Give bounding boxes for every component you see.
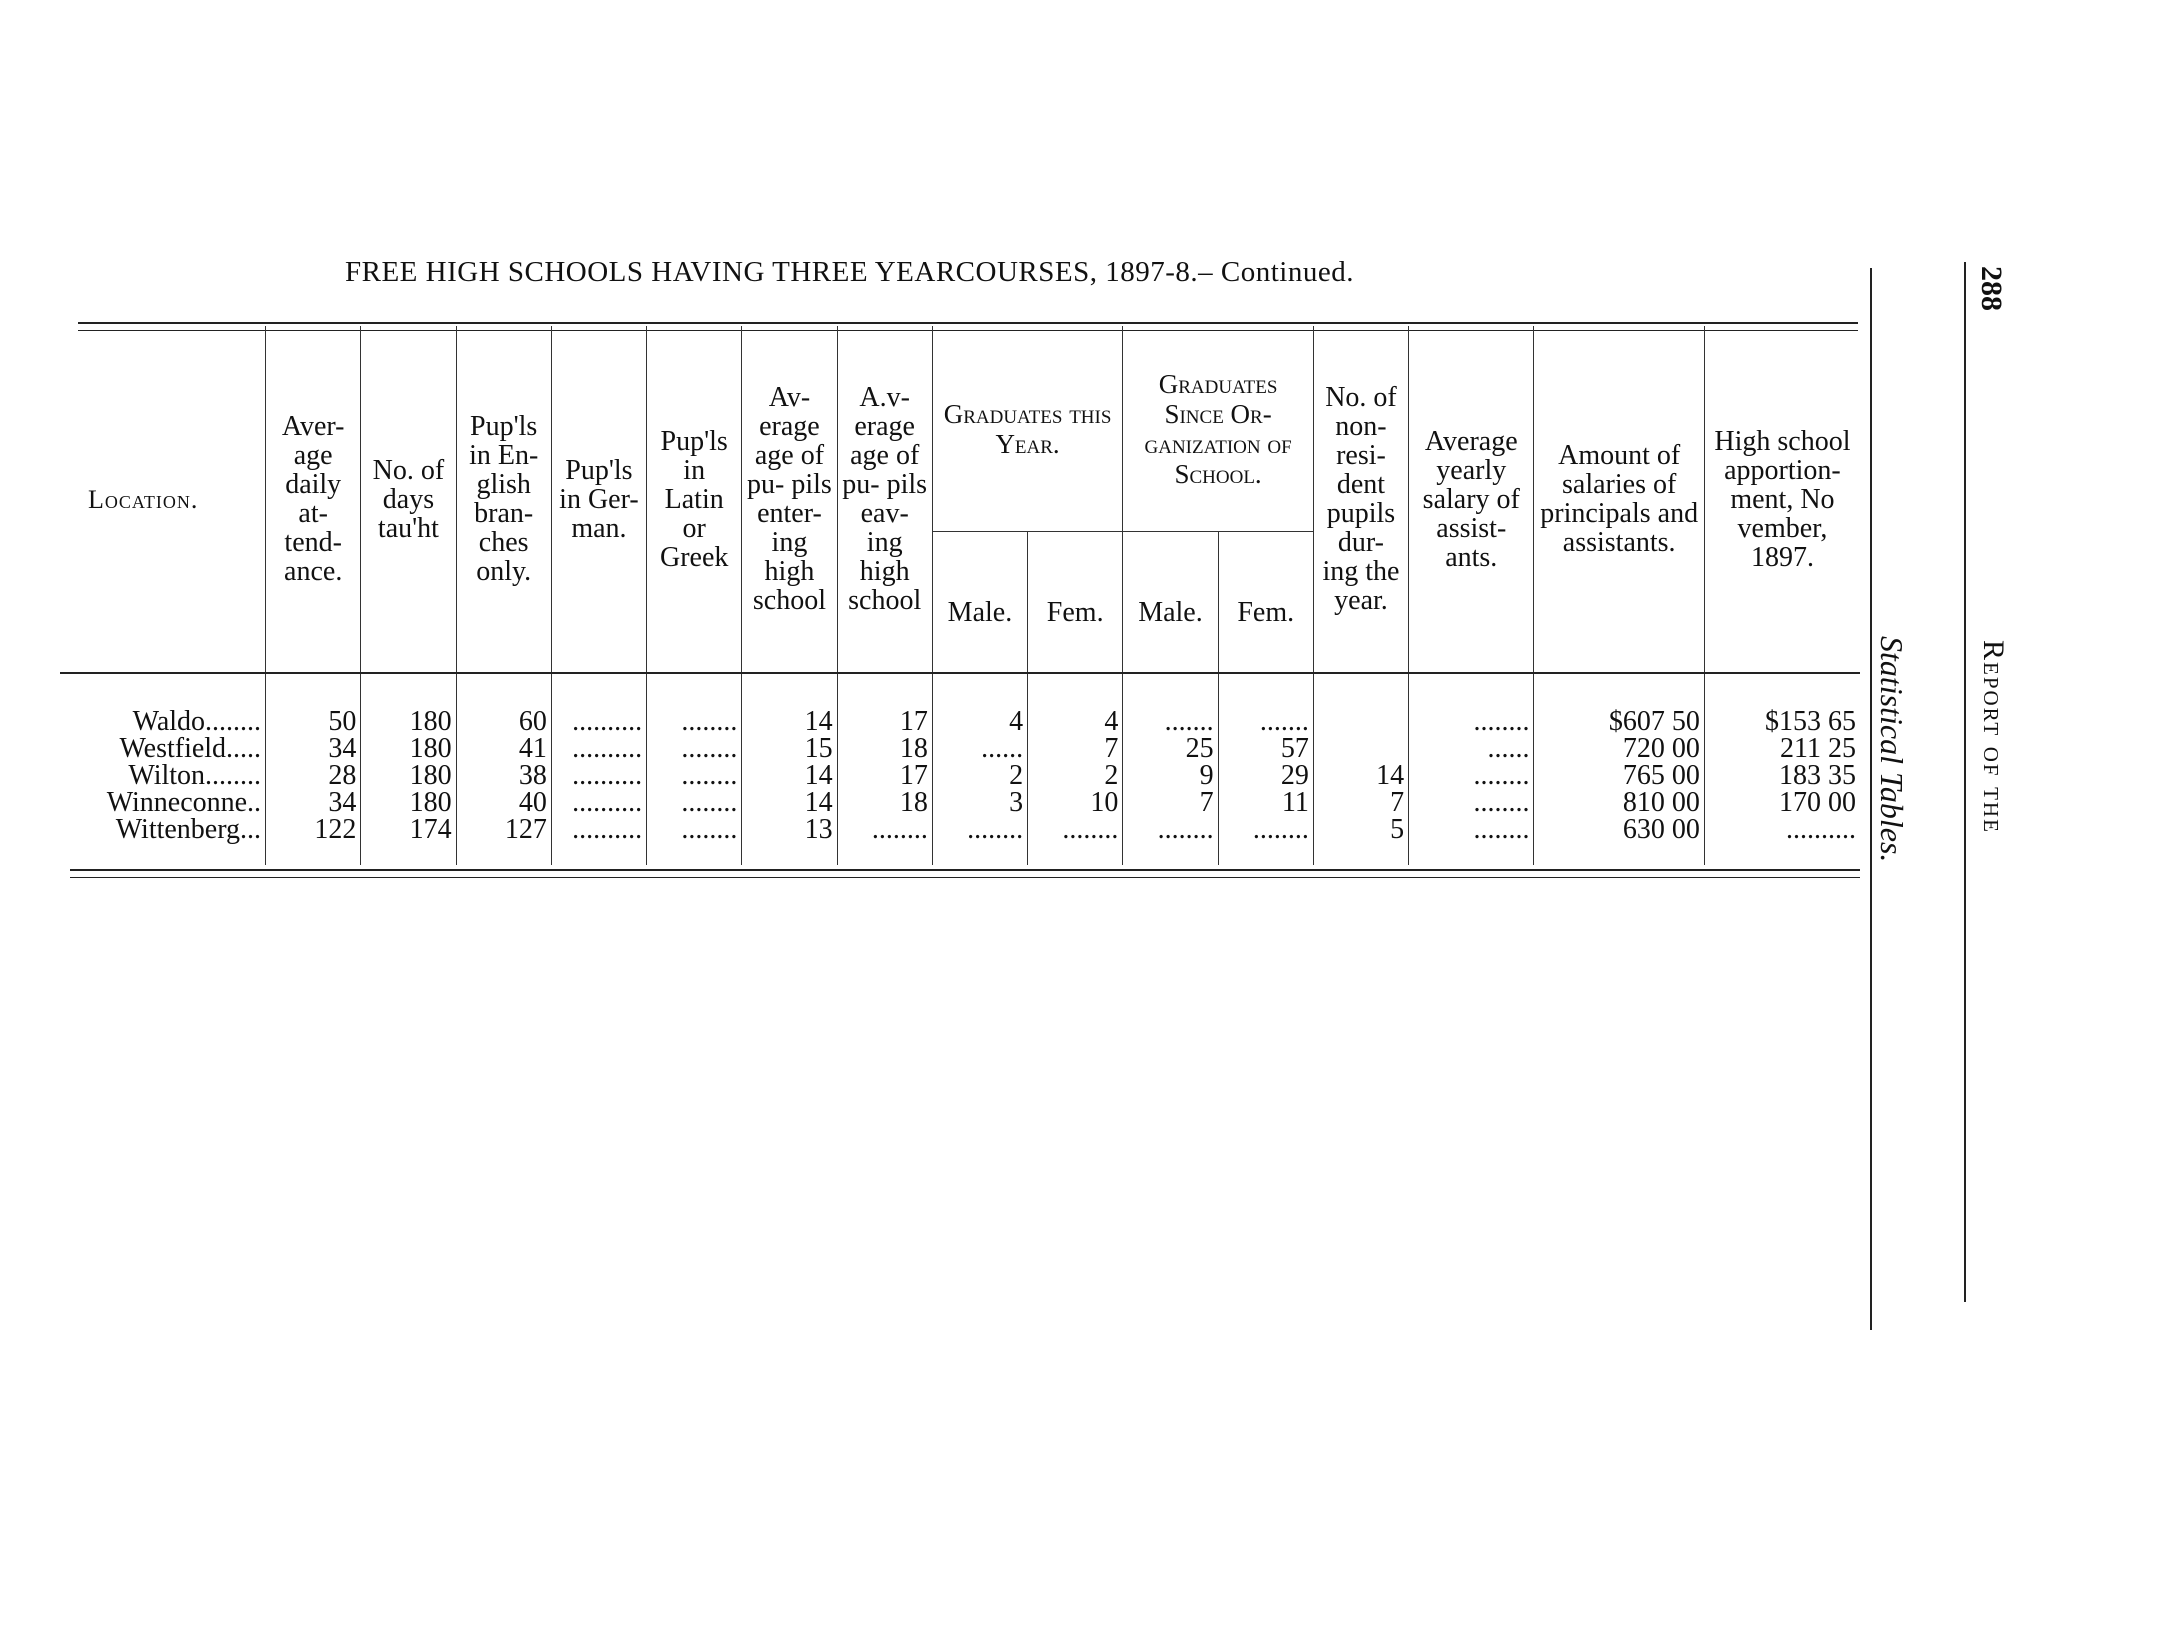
table-row <box>60 673 1860 735</box>
cell-grad-year-male: ...... <box>932 735 1027 762</box>
cell-attendance: 34 <box>266 735 361 762</box>
cell-grad-since-male: 25 <box>1123 735 1218 762</box>
table-row <box>60 762 1860 789</box>
cell-salary-assistants: ........ <box>1409 762 1534 789</box>
margin-rule-outer <box>1964 262 1966 1302</box>
cell-grad-year-female: 2 <box>1028 762 1123 789</box>
cell-german: .......... <box>551 735 646 762</box>
cell-days: 180 <box>361 673 456 735</box>
cell-nonresident <box>1313 673 1408 735</box>
cell-apportionment: 183 35 <box>1704 762 1860 789</box>
cell-grad-since-male: 7 <box>1123 789 1218 816</box>
cell-age-entering: 14 <box>742 789 837 816</box>
header-grad-since-male: Male. <box>1123 532 1218 674</box>
location-name: Winneconne.. <box>106 789 262 816</box>
header-pupils-german: Pup'ls in Ger- man. <box>551 326 646 673</box>
cell-age-leaving: ........ <box>837 816 932 865</box>
header-apportionment: High school apportion- ment, No vember, 1897. <box>1704 326 1860 673</box>
cell-grad-year-male: 3 <box>932 789 1027 816</box>
table-row <box>60 735 1860 762</box>
cell-grad-year-male: 4 <box>932 673 1027 735</box>
cell-days: 180 <box>361 789 456 816</box>
location-name: Wilton........ <box>128 762 262 789</box>
cell-nonresident <box>1313 735 1408 762</box>
table-row <box>60 816 1860 865</box>
cell-days: 174 <box>361 816 456 865</box>
margin-rule-inner <box>1870 268 1872 1330</box>
cell-days: 180 <box>361 735 456 762</box>
header-average-attendance: Aver- age daily at- tend- ance. <box>266 326 361 673</box>
bottom-rule-inner <box>70 877 1860 878</box>
cell-english: 60 <box>456 673 551 735</box>
cell-apportionment: 211 25 <box>1704 735 1860 762</box>
header-grad-since-female: Fem. <box>1218 532 1313 674</box>
cell-latin: ........ <box>647 673 742 735</box>
cell-grad-since-male: 9 <box>1123 762 1218 789</box>
cell-age-entering: 14 <box>742 673 837 735</box>
header-age-entering: Av- erage age of pu- pils enter- ing high school <box>742 326 837 673</box>
cell-attendance: 34 <box>266 789 361 816</box>
table-row <box>60 789 1860 816</box>
cell-age-entering: 15 <box>742 735 837 762</box>
cell-grad-year-male: ........ <box>932 816 1027 865</box>
cell-latin: ........ <box>647 735 742 762</box>
location-name: Wittenberg... <box>115 816 262 845</box>
header-graduates-this-year: Graduates this Year. <box>932 326 1123 532</box>
cell-latin: ........ <box>647 762 742 789</box>
cell-grad-year-female: 7 <box>1028 735 1123 762</box>
cell-grad-year-male: 2 <box>932 762 1027 789</box>
cell-attendance: 28 <box>266 762 361 789</box>
cell-salary-assistants: ...... <box>1409 735 1534 762</box>
header-pupils-latin-greek: Pup'ls in Latin or Greek <box>647 326 742 673</box>
cell-salaries: 720 00 <box>1534 735 1704 762</box>
top-rule <box>78 322 1858 324</box>
cell-latin: ........ <box>647 816 742 865</box>
page-title: FREE HIGH SCHOOLS HAVING THREE YEARCOURSES, 1897-8.– Continued. <box>345 256 1354 288</box>
cell-apportionment: 170 00 <box>1704 789 1860 816</box>
cell-grad-since-female: 29 <box>1218 762 1313 789</box>
cell-grad-year-female: 10 <box>1028 789 1123 816</box>
statistics-table <box>60 326 1860 865</box>
statistics-table-container <box>60 326 1860 866</box>
cell-salary-assistants: ........ <box>1409 816 1534 865</box>
cell-salaries: 630 00 <box>1534 816 1704 865</box>
cell-english: 41 <box>456 735 551 762</box>
cell-grad-since-male: ....... <box>1123 673 1218 735</box>
cell-days: 180 <box>361 762 456 789</box>
cell-latin: ........ <box>647 789 742 816</box>
header-days-taught: No. of days tau'ht <box>361 326 456 673</box>
cell-salaries: 765 00 <box>1534 762 1704 789</box>
running-head: Report of the <box>1977 640 2010 834</box>
cell-german: .......... <box>551 673 646 735</box>
header-amount-salaries: Amount of salaries of principals and assistants. <box>1534 326 1704 673</box>
cell-attendance: 50 <box>266 673 361 735</box>
cell-age-entering: 13 <box>742 816 837 865</box>
cell-grad-since-female: ....... <box>1218 673 1313 735</box>
cell-nonresident: 7 <box>1313 789 1408 816</box>
header-pupils-english: Pup'ls in En- glish bran- ches only. <box>456 326 551 673</box>
cell-salary-assistants: ........ <box>1409 673 1534 735</box>
cell-salaries: 810 00 <box>1534 789 1704 816</box>
cell-german: .......... <box>551 789 646 816</box>
cell-english: 127 <box>456 816 551 865</box>
location-name: Waldo........ <box>132 706 262 735</box>
cell-salaries: $607 50 <box>1534 673 1704 735</box>
header-grad-year-female: Fem. <box>1028 532 1123 674</box>
header-average-salary-assistants: Average yearly salary of assist- ants. <box>1409 326 1534 673</box>
header-age-leaving: A.v- erage age of pu- pils eav- ing high school <box>837 326 932 673</box>
page-number: 288 <box>1975 266 2008 311</box>
cell-grad-since-female: ........ <box>1218 816 1313 865</box>
cell-apportionment: .......... <box>1704 816 1860 865</box>
cell-age-leaving: 18 <box>837 789 932 816</box>
cell-age-entering: 14 <box>742 762 837 789</box>
cell-nonresident: 14 <box>1313 762 1408 789</box>
side-subtitle: Statistical Tables. <box>1874 636 1910 863</box>
cell-salary-assistants: ........ <box>1409 789 1534 816</box>
bottom-rule <box>70 869 1860 871</box>
cell-attendance: 122 <box>266 816 361 865</box>
location-name: Westfield..... <box>119 735 262 762</box>
cell-grad-year-female: 4 <box>1028 673 1123 735</box>
cell-age-leaving: 18 <box>837 735 932 762</box>
header-location: Location. <box>60 326 266 673</box>
cell-age-leaving: 17 <box>837 673 932 735</box>
cell-english: 38 <box>456 762 551 789</box>
cell-grad-year-female: ........ <box>1028 816 1123 865</box>
header-grad-year-male: Male. <box>932 532 1027 674</box>
cell-german: .......... <box>551 762 646 789</box>
header-graduates-since-organization: Graduates Since Or- ganization of School. <box>1123 326 1314 532</box>
cell-apportionment: $153 65 <box>1704 673 1860 735</box>
cell-grad-since-male: ........ <box>1123 816 1218 865</box>
cell-nonresident: 5 <box>1313 816 1408 865</box>
cell-grad-since-female: 57 <box>1218 735 1313 762</box>
cell-grad-since-female: 11 <box>1218 789 1313 816</box>
cell-age-leaving: 17 <box>837 762 932 789</box>
cell-german: .......... <box>551 816 646 865</box>
header-nonresident-pupils: No. of non- resi- dent pupils dur- ing the year. <box>1313 326 1408 673</box>
cell-english: 40 <box>456 789 551 816</box>
